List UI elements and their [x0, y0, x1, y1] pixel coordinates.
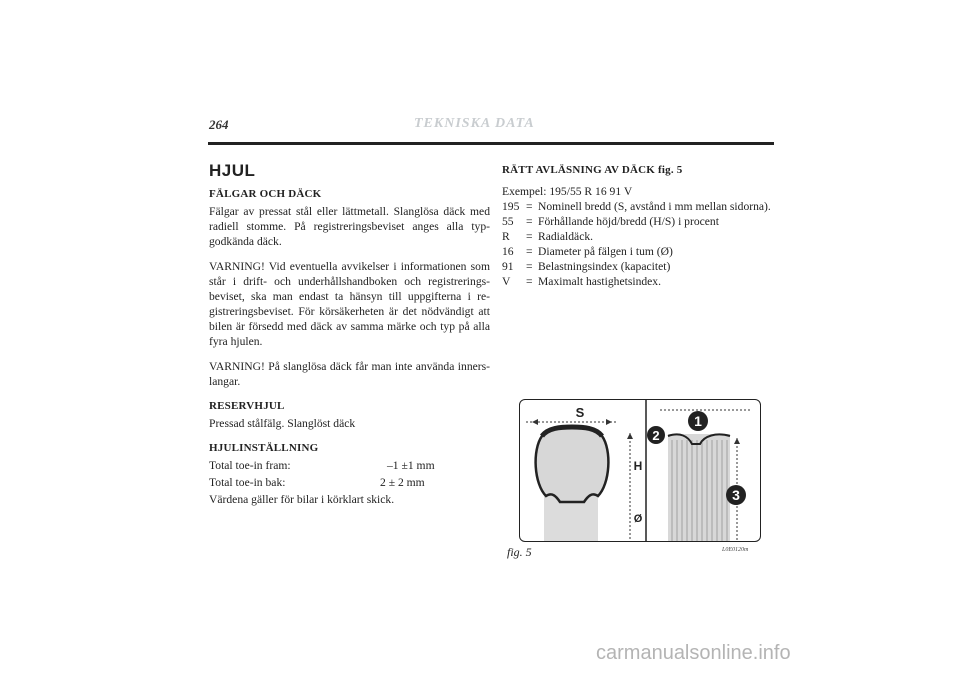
height-arrow: [627, 433, 633, 439]
tire-figure: [519, 399, 761, 542]
spec-description: Diameter på fälgen i tum (Ø): [538, 245, 673, 258]
spec-equals: =: [526, 245, 533, 258]
spec-row: [502, 259, 777, 274]
toe-rear-value: 2 ± 2 mm: [380, 476, 425, 489]
figure-code: L0E0120m: [722, 547, 749, 553]
spec-row: [502, 229, 777, 244]
tire-reading-heading: RÄTT AVLÄSNING AV DÄCK fig. 5: [502, 164, 683, 176]
spec-description: Nominell bredd (S, avstånd i mm mellan sidorna).: [538, 200, 771, 213]
spec-description: Förhållande höjd/bredd (H/S) i procent: [538, 215, 719, 228]
toe-front-value: –1 ±1 mm: [387, 459, 435, 472]
rims-text: Fälgar av pressat stål eller lättmetall. Slanglösa däck med radiell stomme. På registreringsbeviset anges alla typ-godkända däck.: [209, 205, 490, 248]
warning-registration: VARNING! Vid eventuella avvikelser i informationen som står i drift- och underhållshandboken och registrerings-beviset, ska man endast ta hänsyn till uppgifterna i re-gistreringsbeviset. För körsäkerheten är det nödvändigt att bilen är försedd med däck av samma märke och typ på alla fyra hjulen.: [209, 260, 490, 348]
toe-front-label: Total toe-in fram:: [209, 459, 291, 472]
spec-description: Belastningsindex (kapacitet): [538, 260, 671, 273]
spec-code: R: [502, 230, 510, 243]
spec-equals: =: [526, 260, 533, 273]
spec-code: 16: [502, 245, 514, 258]
callout-3-label: 3: [732, 487, 740, 503]
spec-equals: =: [526, 275, 533, 288]
rim-diameter-arrow: [734, 438, 740, 444]
spec-row: [502, 244, 777, 259]
figure-caption: fig. 5: [507, 545, 532, 559]
spec-code: V: [502, 275, 511, 288]
spec-equals: =: [526, 215, 533, 228]
toe-front-row: [209, 458, 490, 473]
width-label: S: [575, 405, 585, 420]
toe-rear-label: Total toe-in bak:: [209, 476, 286, 489]
spec-code: 91: [502, 260, 514, 273]
spec-list: [502, 199, 777, 289]
spare-text: Pressad stålfälg. Slanglöst däck: [209, 417, 356, 430]
right-column: [502, 160, 777, 289]
left-column: [209, 160, 490, 507]
tire-profile: [536, 427, 609, 502]
page-number: 264: [209, 117, 229, 132]
spec-equals: =: [526, 230, 533, 243]
warning-tubeless: VARNING! På slanglösa däck får man inte använda inners-langar.: [209, 360, 490, 388]
tire-example: Exempel: 195/55 R 16 91 V: [502, 185, 633, 198]
toe-rear-row: [209, 475, 490, 490]
spec-description: Maximalt hastighetsindex.: [538, 275, 662, 288]
callout-1-label: 1: [694, 413, 702, 429]
spec-row: [502, 214, 777, 229]
spec-code: 55: [502, 215, 514, 228]
diameter-label: Ø: [633, 513, 643, 525]
spec-row: [502, 199, 777, 214]
callout-2-label: 2: [652, 428, 660, 443]
spec-equals: =: [526, 200, 533, 213]
rims-heading: FÄLGAR OCH DÄCK: [209, 188, 322, 200]
wheels-title: HJUL: [209, 161, 256, 180]
tire-diagram: [520, 400, 760, 541]
height-label: H: [633, 459, 643, 473]
alignment-note: Värdena gäller för bilar i körklart skick.: [209, 493, 395, 506]
section-title: TEKNISKA DATA: [414, 116, 535, 131]
spare-heading: RESERVHJUL: [209, 400, 285, 412]
spec-row: [502, 274, 777, 289]
spec-description: Radialdäck.: [538, 230, 594, 243]
alignment-heading: HJULINSTÄLLNING: [209, 442, 319, 454]
header-rule: [208, 142, 774, 145]
spec-code: 195: [502, 200, 520, 213]
watermark: carmanualsonline.info: [596, 642, 791, 664]
